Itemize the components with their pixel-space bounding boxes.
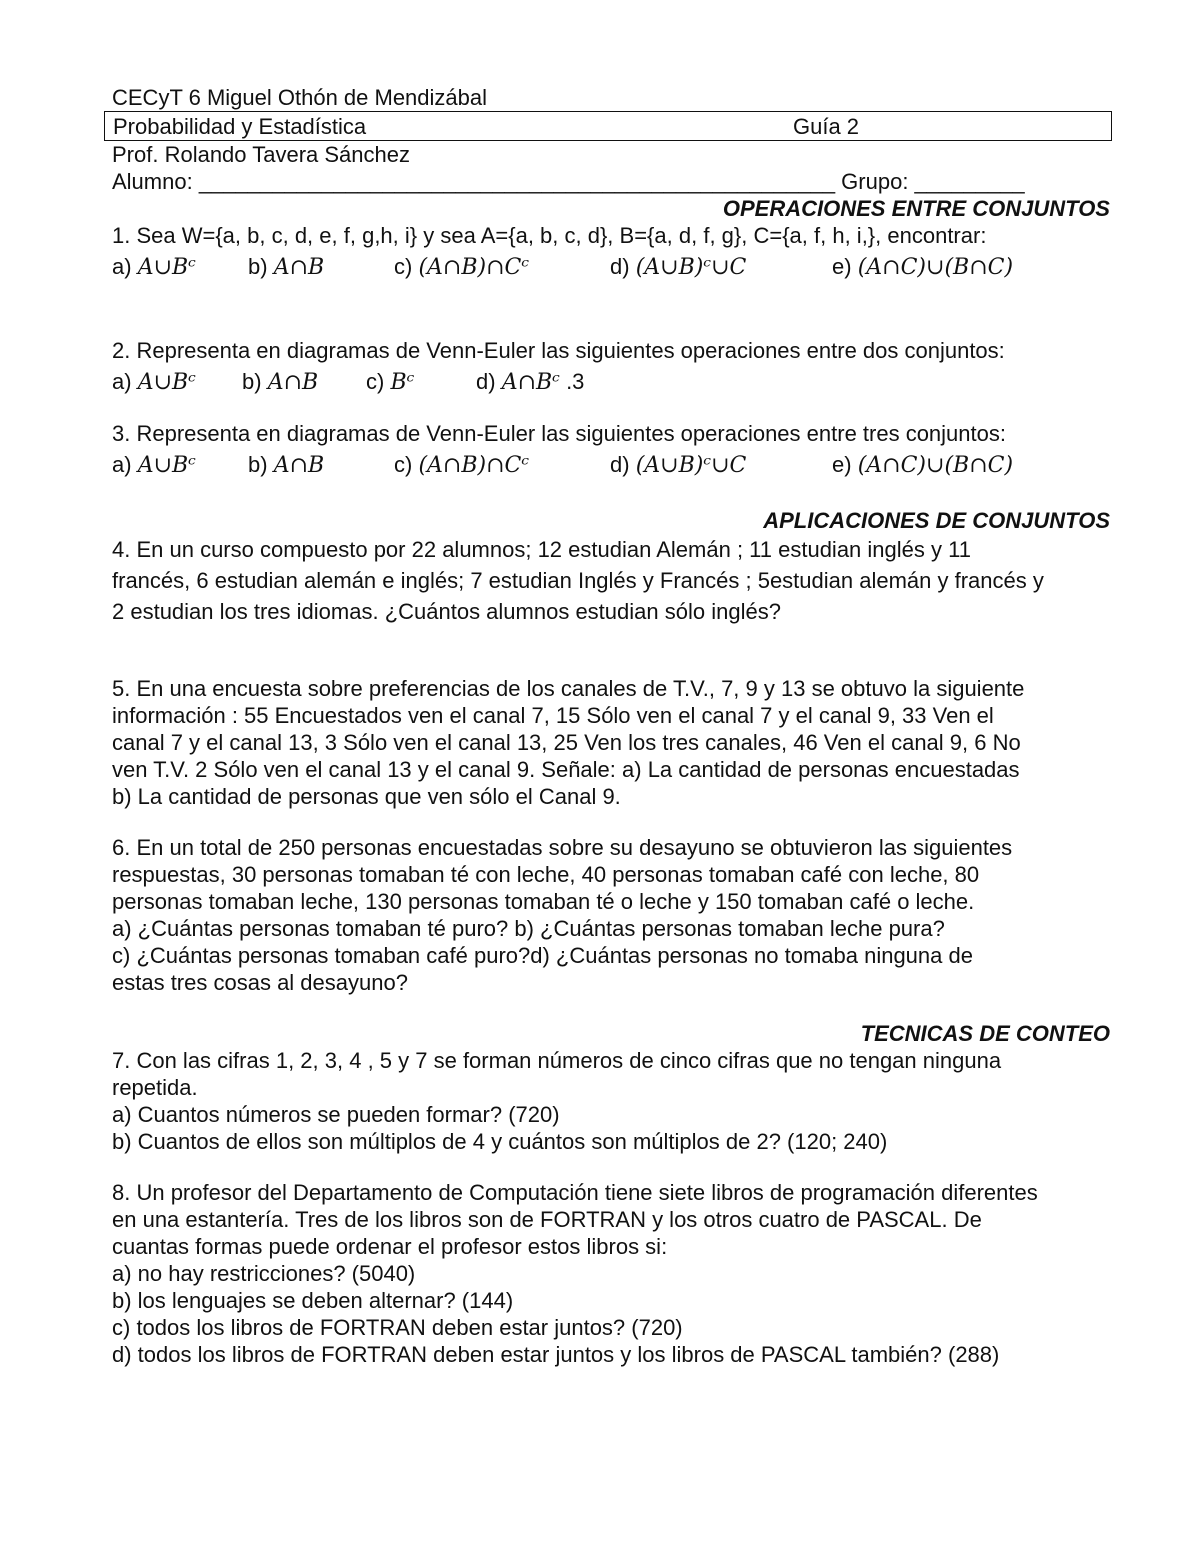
q2-option-b: b) A∩B	[242, 369, 319, 395]
q2-option-c: c) Bᶜ	[366, 369, 415, 395]
q3-option-c: c) (A∩B)∩Cᶜ	[394, 452, 530, 478]
q3-option-e: e) (A∩C)∪(B∩C)	[832, 452, 1014, 478]
q5-line: canal 7 y el canal 13, 3 Sólo ven el canal 13, 25 Ven los tres canales, 46 Ven el canal 9, 6 No	[112, 730, 1021, 755]
q6-line: a) ¿Cuántas personas tomaban té puro? b) ¿Cuántas personas tomaban leche pura?	[112, 916, 945, 941]
q8-line: c) todos los libros de FORTRAN deben estar juntos? (720)	[112, 1315, 683, 1340]
question-7	[112, 1047, 1122, 1155]
question-5	[112, 675, 1122, 810]
school-name: CECyT 6 Miguel Othón de Mendizábal	[112, 85, 488, 110]
subject-title: Probabilidad y Estadística	[113, 114, 367, 139]
question-2-options	[112, 364, 1122, 400]
q5-line: b) La cantidad de personas que ven sólo el Canal 9.	[112, 784, 621, 809]
q2-option-a: a) A∪Bᶜ	[112, 369, 196, 395]
q5-line: 5. En una encuesta sobre preferencias de los canales de T.V., 7, 9 y 13 se obtuvo la siguiente	[112, 676, 1025, 701]
q1-option-e: e) (A∩C)∪(B∩C)	[832, 254, 1014, 280]
q1-option-b: b) A∩B	[248, 254, 325, 280]
student-group-line: Alumno: ____________________________________________________ Grupo: _________	[112, 169, 1025, 194]
q5-line: información : 55 Encuestados ven el canal 7, 15 Sólo ven el canal 7 y el canal 9, 33 Ven el	[112, 703, 994, 728]
question-8	[112, 1179, 1122, 1368]
q3-option-d: d) (A∪B)ᶜ∪C	[610, 452, 747, 478]
q8-line: cuantas formas puede ordenar el profesor estos libros si:	[112, 1234, 668, 1259]
question-1-options	[112, 249, 1122, 285]
q6-line: c) ¿Cuántas personas tomaban café puro?d) ¿Cuántas personas no tomaba ninguna de	[112, 943, 973, 968]
question-2-text: 2. Representa en diagramas de Venn-Euler las siguientes operaciones entre dos conjuntos:	[112, 338, 1005, 363]
teacher-name: Prof. Rolando Tavera Sánchez	[112, 142, 410, 167]
q6-line: 6. En un total de 250 personas encuestadas sobre su desayuno se obtuvieron las siguientes	[112, 835, 1013, 860]
q6-line: respuestas, 30 personas tomaban té con leche, 40 personas tomaban café con leche, 80	[112, 862, 980, 887]
q3-option-a: a) A∪Bᶜ	[112, 452, 196, 478]
q7-line: 7. Con las cifras 1, 2, 3, 4 , 5 y 7 se forman números de cinco cifras que no tengan ninguna	[112, 1048, 1002, 1073]
q6-line: personas tomaban leche, 130 personas tomaban té o leche y 150 tomaban café o leche.	[112, 889, 975, 914]
section-conteo: TECNICAS DE CONTEO	[860, 1021, 1110, 1046]
q3-option-b: b) A∩B	[248, 452, 325, 478]
q6-line: estas tres cosas al desayuno?	[112, 970, 408, 995]
q8-line: a) no hay restricciones? (5040)	[112, 1261, 416, 1286]
q8-line: d) todos los libros de FORTRAN deben estar juntos y los libros de PASCAL también? (288)	[112, 1342, 1000, 1367]
q8-line: b) los lenguajes se deben alternar? (144)	[112, 1288, 514, 1313]
section-aplicaciones: APLICACIONES DE CONJUNTOS	[763, 508, 1110, 533]
q2-option-d: d) A∩Bᶜ .3	[476, 369, 585, 395]
q1-option-c: c) (A∩B)∩Cᶜ	[394, 254, 530, 280]
q1-option-d: d) (A∪B)ᶜ∪C	[610, 254, 747, 280]
worksheet	[112, 84, 1122, 1368]
question-4	[112, 534, 1122, 627]
q7-line: b) Cuantos de ellos son múltiplos de 4 y cuántos son múltiplos de 2? (120; 240)	[112, 1129, 888, 1154]
subject-box	[104, 111, 1112, 141]
q1-option-a: a) A∪Bᶜ	[112, 254, 196, 280]
question-3-text: 3. Representa en diagramas de Venn-Euler las siguientes operaciones entre tres conjuntos:	[112, 421, 1006, 446]
q8-line: en una estantería. Tres de los libros son de FORTRAN y los otros cuatro de PASCAL. De	[112, 1207, 982, 1232]
question-6	[112, 834, 1122, 996]
q4-line: 4. En un curso compuesto por 22 alumnos; 12 estudian Alemán ; 11 estudian inglés y 11	[112, 537, 971, 562]
q8-line: 8. Un profesor del Departamento de Computación tiene siete libros de programación diferentes	[112, 1180, 1038, 1205]
guide-number: Guía 2	[793, 114, 860, 139]
q4-line: francés, 6 estudian alemán e inglés; 7 estudian Inglés y Francés ; 5estudian alemán y francés y	[112, 568, 1044, 593]
q7-line: a) Cuantos números se pueden formar? (720)	[112, 1102, 560, 1127]
q4-line: 2 estudian los tres idiomas. ¿Cuántos alumnos estudian sólo inglés?	[112, 599, 781, 624]
q7-line: repetida.	[112, 1075, 198, 1100]
question-1-text: 1. Sea W={a, b, c, d, e, f, g,h, i} y sea A={a, b, c, d}, B={a, d, f, g}, C={a, f, h, i,}, encontrar:	[112, 223, 987, 248]
q5-line: ven T.V. 2 Sólo ven el canal 13 y el canal 9. Señale: a) La cantidad de personas encuestadas	[112, 757, 1020, 782]
section-operaciones: OPERACIONES ENTRE CONJUNTOS	[722, 196, 1110, 221]
question-3-options	[112, 447, 1122, 483]
